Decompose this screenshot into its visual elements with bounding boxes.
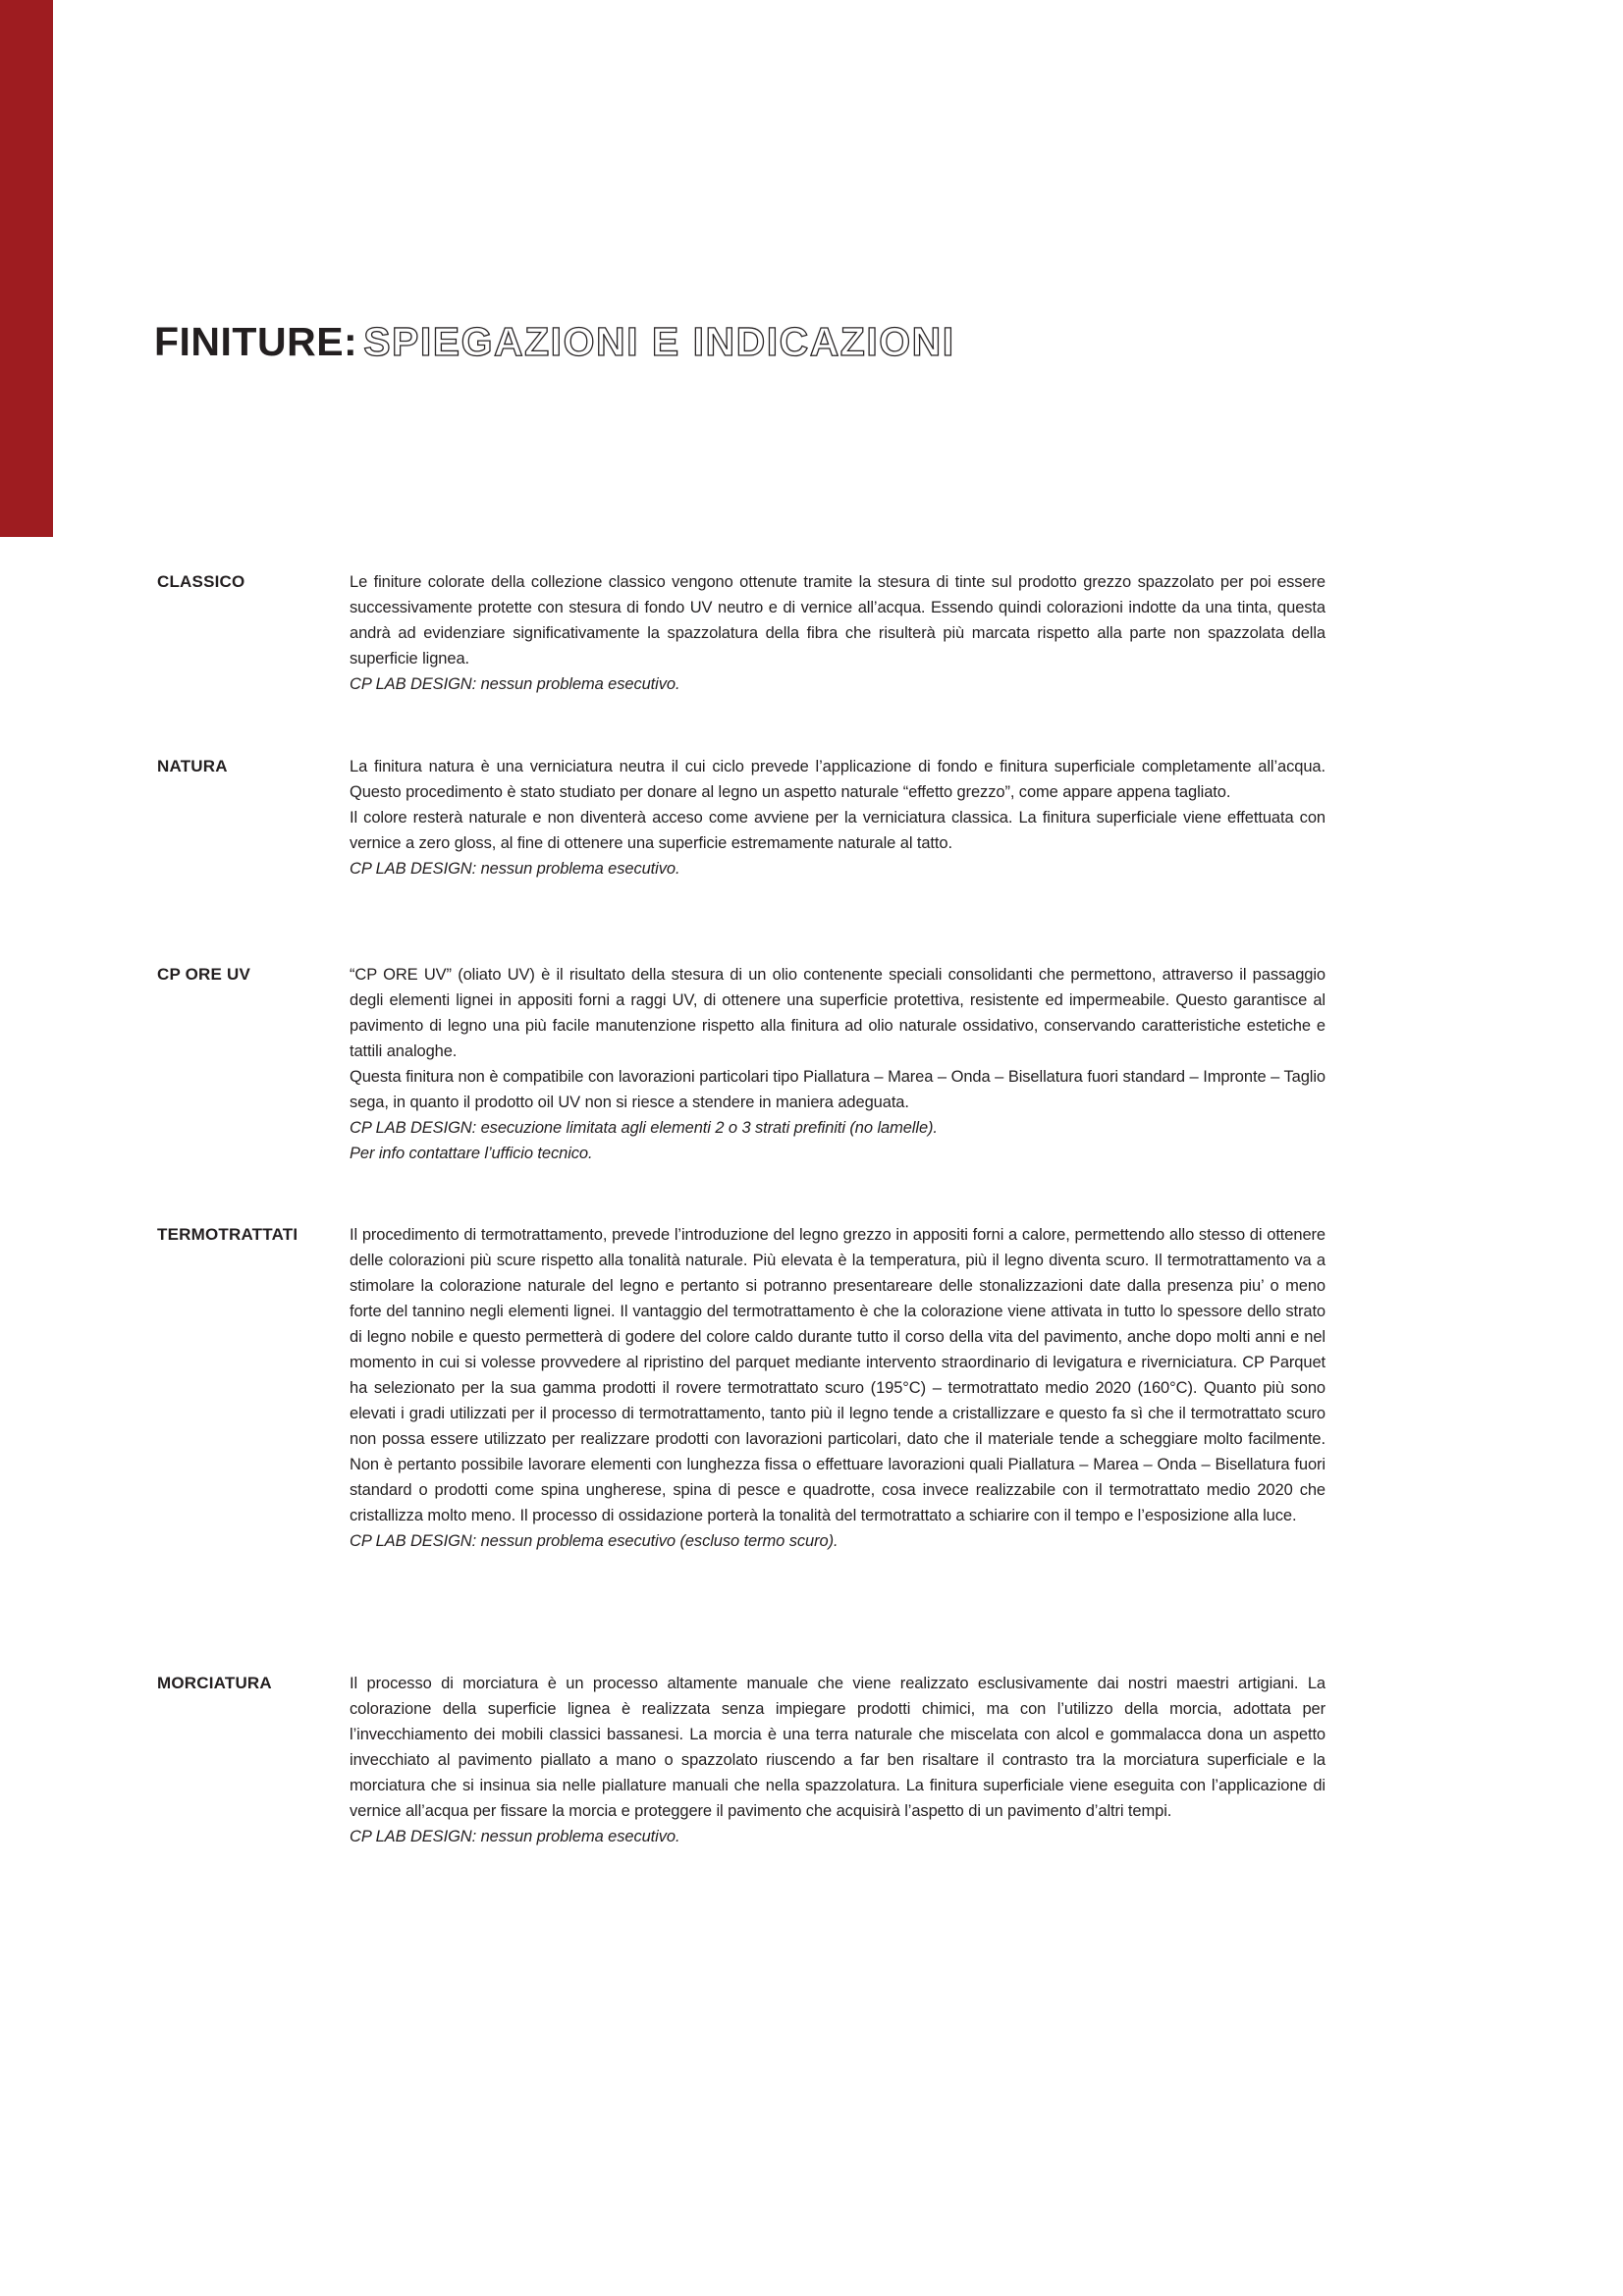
red-accent-bar [0, 0, 53, 537]
section-paragraph: Questa finitura non è compatibile con lavorazioni particolari tipo Piallatura – Marea – Onda – Bisellatura fuori standard – Impronte – Taglio sega, in quanto il prodotto oil UV non si riesce a stendere in maniera adeguata. [350, 1068, 1325, 1111]
page-title-outline: SPIEGAZIONI E INDICAZIONI [363, 319, 955, 364]
section-label: CP ORE UV [157, 965, 251, 984]
section-paragraph: Il colore resterà naturale e non diventerà acceso come avviene per la verniciatura classica. La finitura superficiale viene effettuata con vernice a zero gloss, al fine di ottenere una superficie estremamente naturale al tatto. [350, 809, 1325, 852]
section-body [350, 569, 1325, 697]
cp-lab-design-note: CP LAB DESIGN: nessun problema esecutivo (escluso termo scuro). [350, 1532, 839, 1550]
page-title [154, 320, 955, 363]
cp-lab-design-note: CP LAB DESIGN: nessun problema esecutivo. [350, 675, 680, 693]
section-label: TERMOTRATTATI [157, 1225, 298, 1244]
tech-office-note: Per info contattare l’ufficio tecnico. [350, 1145, 593, 1162]
section-paragraph: “CP ORE UV” (oliato UV) è il risultato della stesura di un olio contenente speciali consolidanti che permettono, attraverso il passaggio degli elementi lignei in appositi forni a raggi UV, di ottenere una superficie protettiva, resistente ed impermeabile. Questo garantisce al pavimento di legno una più facile manutenzione rispetto alla finitura ad olio naturale ossidativo, conservando caratteristiche estetiche e tattili analoghe. [350, 966, 1325, 1060]
section-body [350, 1222, 1325, 1554]
section-body [350, 1671, 1325, 1849]
section-paragraph: La finitura natura è una verniciatura neutra il cui ciclo prevede l’applicazione di fondo e finitura superficiale completamente all’acqua. Questo procedimento è stato studiato per donare al legno un aspetto naturale “effetto grezzo”, come appare appena tagliato. [350, 758, 1325, 801]
section-label: CLASSICO [157, 572, 245, 591]
section-paragraph: Il processo di morciatura è un processo altamente manuale che viene realizzato esclusivamente dai nostri maestri artigiani. La colorazione della superficie lignea è realizzata senza impiegare prodotti chimici, ma con l’utilizzo della morcia, adottata per l’invecchiamento dei mobili classici bassanesi. La morcia è una terra naturale che miscelata con alcol e gommalacca dona un aspetto invecchiato al pavimento piallato a mano o spazzolato riuscendo a far ben risaltare il contrasto tra la morciatura superficiale e la morciatura che si insinua sia nelle piallature manuali che nella spazzolatura. La finitura superficiale viene eseguita con l’applicazione di vernice all’acqua per fissare la morcia e proteggere il pavimento che acquisirà l’aspetto di un pavimento d’altri tempi. [350, 1675, 1325, 1820]
section-label: NATURA [157, 757, 228, 775]
section-body [350, 962, 1325, 1166]
section-label: MORCIATURA [157, 1674, 272, 1692]
cp-lab-design-note: CP LAB DESIGN: esecuzione limitata agli elementi 2 o 3 strati prefiniti (no lamelle). [350, 1119, 938, 1137]
cp-lab-design-note: CP LAB DESIGN: nessun problema esecutivo. [350, 860, 680, 878]
page-title-solid: FINITURE: [154, 319, 358, 364]
section-paragraph: Le finiture colorate della collezione classico vengono ottenute tramite la stesura di tinte sul prodotto grezzo spazzolato per poi essere successivamente protette con stesura di fondo UV neutro e di vernice all’acqua. Essendo quindi colorazioni indotte da una tinta, questa andrà ad evidenziare significativamente la spazzolatura della fibra che risulterà più marcata rispetto alla parte non spazzolata della superficie lignea. [350, 573, 1325, 667]
section-paragraph: Il procedimento di termotrattamento, prevede l’introduzione del legno grezzo in appositi forni a calore, permettendo allo stesso di ottenere delle colorazioni più scure rispetto alla tonalità naturale. Più elevata è la temperatura, più il legno diventa scuro. Il termotrattamento va a stimolare la colorazione naturale del legno e pertanto si potranno presentareare delle stonalizzazioni date dalla presenza piu’ o meno forte del tannino negli elementi lignei. Il vantaggio del termotrattamento è che la colorazione viene attivata in tutto lo spessore dello strato di legno nobile e questo permetterà di godere del colore caldo durante tutto il corso della vita del pavimento, anche dopo molti anni e nel momento in cui si volesse provvedere al ripristino del parquet mediante intervento straordinario di levigatura e riverniciatura. CP Parquet ha selezionato per la sua gamma prodotti il rovere termotrattato scuro (195°C) – termotrattato medio 2020 (160°C). Quanto più sono elevati i gradi utilizzati per il processo di termotrattamento, tanto più il legno tende a cristallizzare e questo fa sì che il termotrattato scuro non possa essere utilizzato per realizzare prodotti con lavorazioni particolari, dato che il materiale tende a scheggiare molto facilmente. Non è pertanto possibile lavorare elementi con lunghezza fissa o effettuare lavorazioni quali Piallatura – Marea – Onda – Bisellatura fuori standard o prodotti come spina ungherese, spina di pesce e quadrotte, cosa invece realizzabile con il termotrattato medio 2020 che cristallizza molto meno. Il processo di ossidazione porterà la tonalità del termotrattato a schiarire con il tempo e l’esposizione alla luce. [350, 1226, 1325, 1524]
section-body [350, 754, 1325, 881]
cp-lab-design-note: CP LAB DESIGN: nessun problema esecutivo. [350, 1828, 680, 1845]
